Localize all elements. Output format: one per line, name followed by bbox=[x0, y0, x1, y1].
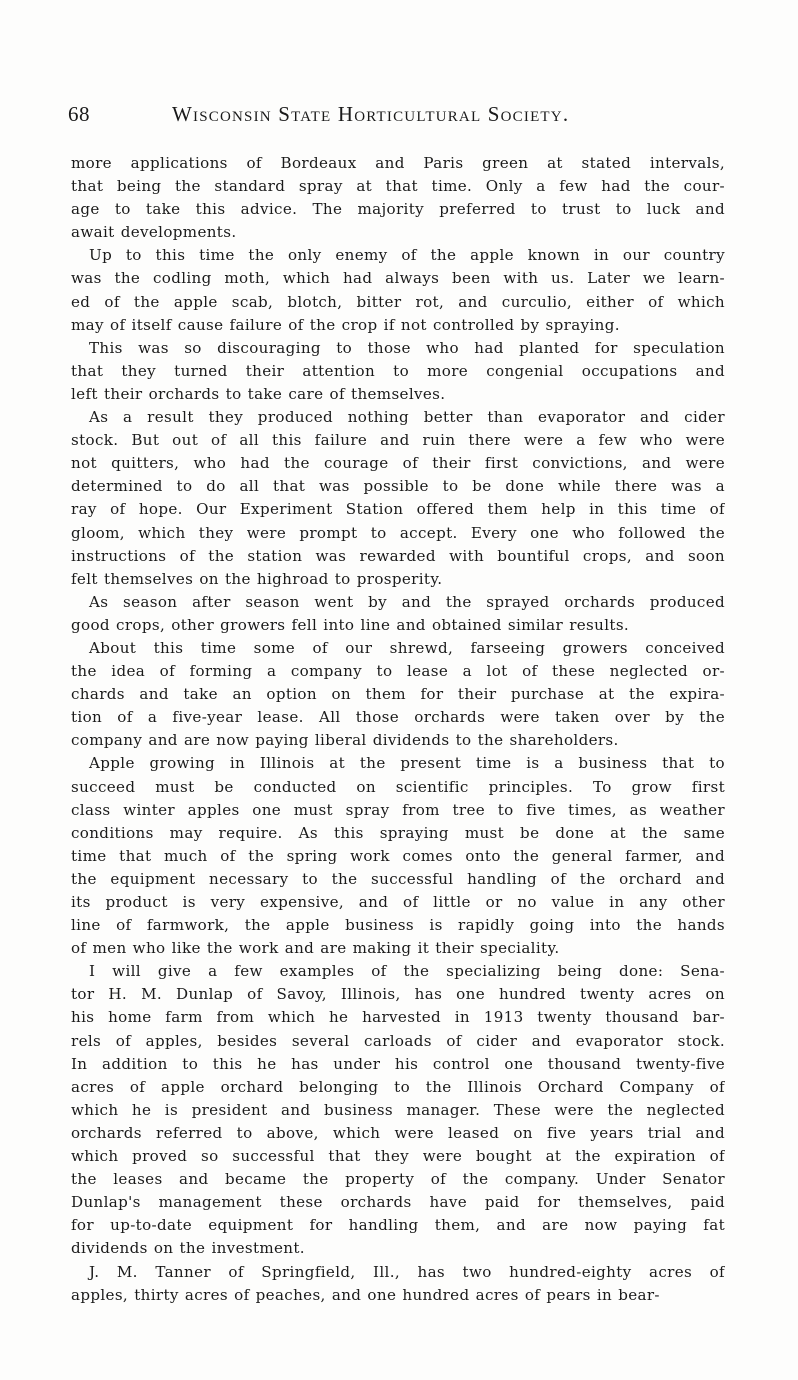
paragraph bbox=[71, 960, 725, 1260]
running-header bbox=[68, 102, 728, 128]
text-line: age to take this advice. The majority preferred to trust to luck and bbox=[71, 200, 725, 219]
text-line: This was so discouraging to those who had planted for speculation bbox=[89, 338, 725, 357]
text-line: his home farm from which he harvested in 1913 twenty thousand bar- bbox=[71, 1008, 725, 1027]
text-line: ray of hope. Our Experiment Station offered them help in this time of bbox=[71, 500, 725, 519]
text-line: the leases and became the property of the company. Under Senator bbox=[71, 1170, 725, 1189]
text-line: was the codling moth, which had always been with us. Later we learn- bbox=[71, 269, 725, 288]
text-line: instructions of the station was rewarded with bountiful crops, and soon bbox=[71, 546, 725, 565]
text-line: About this time some of our shrewd, farseeing growers conceived bbox=[89, 638, 725, 657]
text-line: tion of a five-year lease. All those orchards were taken over by the bbox=[71, 708, 725, 727]
text-line: felt themselves on the highroad to prosperity. bbox=[71, 569, 443, 588]
paragraph bbox=[71, 591, 725, 637]
text-line: time that much of the spring work comes onto the general farmer, and bbox=[71, 846, 725, 865]
text-line: the idea of forming a company to lease a lot of these neglected or- bbox=[71, 662, 725, 681]
text-line: dividends on the investment. bbox=[71, 1239, 305, 1258]
page-number: 68 bbox=[68, 102, 90, 126]
text-line: which proved so successful that they were bought at the expiration of bbox=[71, 1147, 725, 1166]
text-line: more applications of Bordeaux and Paris green at stated intervals, bbox=[71, 154, 725, 172]
text-line: succeed must be conducted on scientific principles. To grow first bbox=[71, 777, 725, 796]
text-line: Up to this time the only enemy of the apple known in our country bbox=[89, 246, 725, 265]
paragraph bbox=[71, 1261, 725, 1307]
text-line: Dunlap's management these orchards have paid for themselves, paid bbox=[71, 1193, 725, 1212]
text-line: ed of the apple scab, blotch, bitter rot, and curculio, either of which bbox=[71, 292, 725, 311]
text-line: In addition to this he has under his control one thousand twenty-five bbox=[71, 1054, 725, 1073]
text-line: conditions may require. As this spraying must be done at the same bbox=[71, 823, 725, 842]
paragraph bbox=[71, 244, 725, 336]
text-line: line of farmwork, the apple business is rapidly going into the hands bbox=[71, 916, 725, 935]
text-line: await developments. bbox=[71, 223, 237, 242]
text-line: that being the standard spray at that time. Only a few had the cour- bbox=[71, 177, 725, 196]
paragraph bbox=[71, 337, 725, 406]
text-line: rels of apples, besides several carloads of cider and evaporator stock. bbox=[71, 1031, 725, 1050]
text-line: of men who like the work and are making it their speciality. bbox=[71, 939, 560, 958]
paragraph bbox=[71, 637, 725, 752]
paragraph bbox=[71, 406, 725, 591]
text-line: which he is president and business manager. These were the neglected bbox=[71, 1100, 725, 1119]
text-line: gloom, which they were prompt to accept. Every one who followed the bbox=[71, 523, 725, 542]
text-line: left their orchards to take care of themselves. bbox=[71, 384, 446, 403]
text-line: As a result they produced nothing better than evaporator and cider bbox=[89, 408, 725, 427]
text-line: orchards referred to above, which were leased on five years trial and bbox=[71, 1123, 725, 1142]
text-line: for up-to-date equipment for handling them, and are now paying fat bbox=[71, 1216, 725, 1235]
text-line: its product is very expensive, and of little or no value in any other bbox=[71, 893, 725, 911]
text-line: Apple growing in Illinois at the present time is a business that to bbox=[89, 754, 725, 773]
text-line: good crops, other growers fell into line and obtained similar results. bbox=[71, 615, 630, 634]
text-line: may of itself cause failure of the crop if not controlled by spraying. bbox=[71, 315, 620, 334]
text-line: determined to do all that was possible to be done while there was a bbox=[71, 477, 725, 496]
text-line: not quitters, who had the courage of their first convictions, and were bbox=[71, 454, 725, 473]
text-line: chards and take an option on them for their purchase at the expira- bbox=[71, 685, 725, 704]
text-line: stock. But out of all this failure and ruin there were a few who were bbox=[71, 431, 725, 450]
text-line: the equipment necessary to the successful handling of the orchard and bbox=[71, 869, 725, 888]
text-line: apples, thirty acres of peaches, and one hundred acres of pears in bear- bbox=[71, 1285, 660, 1304]
text-line: class winter apples one must spray from tree to five times, as weather bbox=[71, 800, 725, 819]
paragraph bbox=[71, 752, 725, 960]
text-line: I will give a few examples of the specializing being done: Sena- bbox=[89, 962, 725, 981]
text-line: acres of apple orchard belonging to the Illinois Orchard Company of bbox=[71, 1077, 725, 1096]
text-line: company and are now paying liberal dividends to the shareholders. bbox=[71, 731, 619, 750]
text-line: tor H. M. Dunlap of Savoy, Illinois, has one hundred twenty acres on bbox=[71, 985, 725, 1004]
paragraph bbox=[71, 152, 725, 244]
text-line: that they turned their attention to more congenial occupations and bbox=[71, 361, 725, 380]
text-line: J. M. Tanner of Springfield, Ill., has two hundred-eighty acres of bbox=[89, 1262, 725, 1281]
body-text bbox=[71, 152, 725, 1307]
text-line: As season after season went by and the sprayed orchards produced bbox=[89, 592, 725, 611]
journal-title: Wisconsin State Horticultural Society. bbox=[172, 102, 570, 126]
